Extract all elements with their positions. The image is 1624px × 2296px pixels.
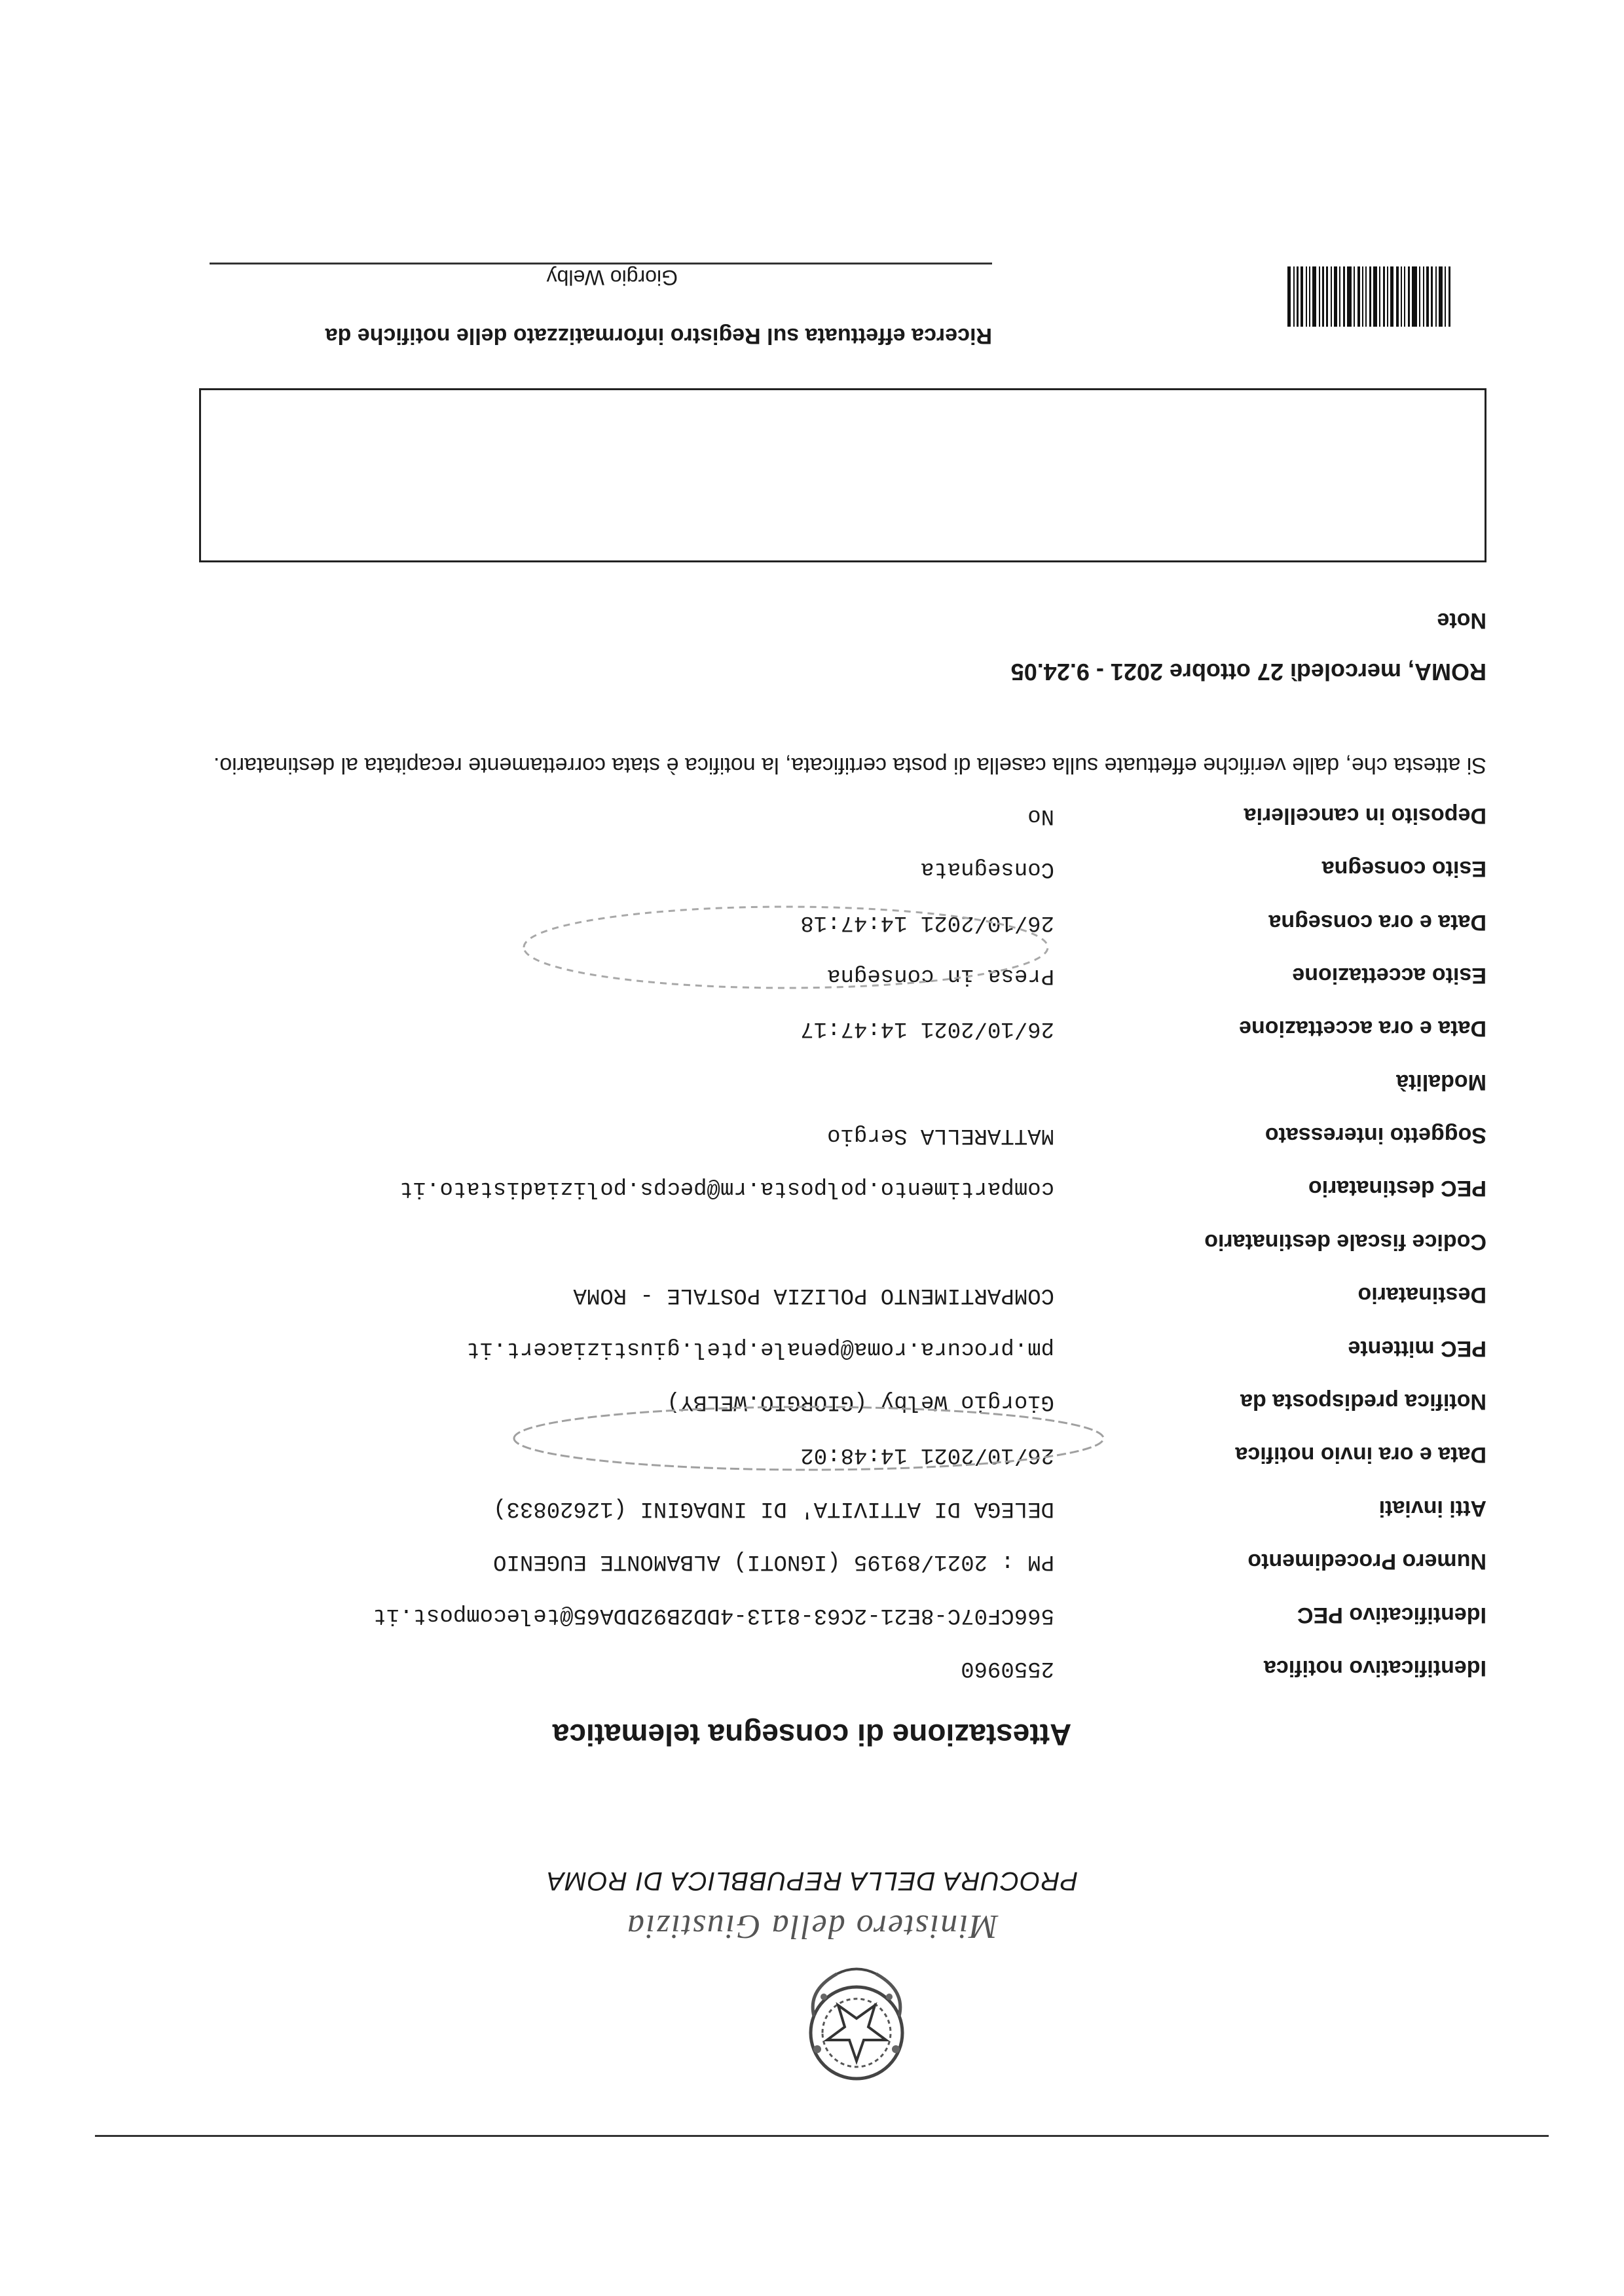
barcode-bar: [1293, 266, 1295, 327]
field-label: Esito consegna: [1321, 856, 1486, 882]
barcode-bar: [1401, 266, 1402, 327]
republic-emblem-icon: [798, 1958, 915, 2095]
attestation-text: Si attesta che, dalle verifiche effettuate sulla casella di posta certificata, la notifica è stata correttamente recapitata al destinatario.: [213, 753, 1486, 778]
field-label: PEC mittente: [1348, 1336, 1486, 1361]
field-value: 26/10/2021 14:47:17: [800, 1016, 1054, 1042]
barcode-bar: [1449, 266, 1450, 327]
ministry-name: Ministero della Giustizia: [625, 1908, 999, 1945]
barcode-bar: [1439, 266, 1443, 327]
field-row-pec-id: [111, 1574, 1486, 1627]
field-label: Atti inviati: [1378, 1495, 1486, 1521]
field-label: PEC destinatario: [1308, 1176, 1486, 1201]
barcode-bar: [1306, 266, 1307, 327]
field-row-proceeding-number: [111, 1521, 1486, 1574]
notes-box: [199, 388, 1486, 562]
barcode-bar: [1312, 266, 1316, 327]
document-title: Attestazione di consegna telematica: [552, 1718, 1072, 1752]
barcode-bar: [1387, 266, 1388, 327]
barcode-bar: [1419, 266, 1420, 327]
field-label: Identificativo PEC: [1297, 1602, 1486, 1628]
barcode-bar: [1435, 266, 1437, 327]
barcode-bar: [1373, 266, 1377, 327]
field-label: Deposito in cancelleria: [1244, 803, 1486, 828]
barcode-bar: [1445, 266, 1446, 327]
field-label: Destinatario: [1357, 1283, 1486, 1308]
barcode-bar: [1412, 266, 1417, 327]
field-row-mode: [111, 1041, 1486, 1094]
barcode-bar: [1287, 266, 1291, 327]
field-row-documents-sent: [111, 1467, 1486, 1520]
barcode-bar: [1319, 266, 1320, 327]
barcode-bar: [1322, 266, 1324, 327]
field-row-subject: [111, 1095, 1486, 1148]
field-label: Numero Procedimento: [1247, 1549, 1486, 1575]
office-name: PROCURA DELLA REPUBBLICA DI ROMA: [545, 1867, 1079, 1895]
header-rule: [95, 2135, 1549, 2137]
field-label: Notifica predisposta da: [1240, 1389, 1486, 1415]
field-value: 2550960: [961, 1656, 1054, 1681]
field-label: Esito accettazione: [1292, 962, 1486, 988]
barcode-bar: [1343, 266, 1345, 327]
barcode-bar: [1347, 266, 1352, 327]
registry-search-author: Giorgio Welby: [546, 266, 678, 289]
signature-line: [210, 263, 992, 264]
field-value: COMPARTIMENTO POLIZIA POSTALE - ROMA: [573, 1283, 1054, 1308]
field-row-acceptance-datetime: [111, 988, 1486, 1041]
barcode-bar: [1426, 266, 1429, 327]
field-value: Consegnata: [920, 856, 1054, 882]
barcode-bar: [1408, 266, 1410, 327]
barcode-bar: [1297, 266, 1299, 327]
field-label: Soggetto interessato: [1264, 1123, 1486, 1148]
field-value: MATTARELLA Sergio: [827, 1123, 1054, 1148]
field-row-delivery-datetime: [111, 881, 1486, 934]
field-row-recipient: [111, 1254, 1486, 1307]
barcode-bar: [1396, 266, 1399, 327]
field-label: Identificativo notifica: [1263, 1656, 1486, 1681]
field-label: Data e ora consegna: [1268, 909, 1486, 935]
field-row-prepared-by: [111, 1361, 1486, 1414]
field-value: 26/10/2021 14:47:18: [800, 909, 1054, 935]
field-label: Data e ora accettazione: [1239, 1016, 1486, 1042]
barcode-bar: [1357, 266, 1360, 327]
notes-label: Note: [1437, 608, 1486, 633]
barcode-bar: [1431, 266, 1433, 327]
field-row-send-datetime: [111, 1414, 1486, 1467]
barcode-bar: [1354, 266, 1355, 327]
barcode-icon: [1247, 266, 1450, 327]
field-row-registry-deposit: [111, 774, 1486, 828]
field-row-notification-id: [111, 1628, 1486, 1681]
field-value: compartimento.polposta.rm@pecps.poliziadistato.it: [399, 1176, 1054, 1201]
barcode-bar: [1362, 266, 1363, 327]
place-date: ROMA, mercoledì 27 ottobre 2021 - 9.24.05: [1010, 659, 1486, 685]
field-label: Codice fiscale destinatario: [1204, 1229, 1486, 1254]
barcode-bar: [1369, 266, 1371, 327]
field-value: PM : 2021/89195 (IGNOTI) ALBAMONTE EUGENIO: [493, 1549, 1054, 1575]
barcode-bar: [1379, 266, 1380, 327]
field-label: Data e ora invio notifica: [1235, 1442, 1486, 1468]
barcode-bar: [1423, 266, 1424, 327]
barcode-bar: [1383, 266, 1385, 327]
field-row-acceptance-outcome: [111, 935, 1486, 988]
field-value: Presa in consegna: [827, 962, 1054, 988]
barcode-bar: [1339, 266, 1340, 327]
field-value: 26/10/2021 14:48:02: [800, 1442, 1054, 1468]
field-row-recipient-pec: [111, 1148, 1486, 1201]
barcode-bar: [1301, 266, 1303, 327]
field-value: pm.procura.roma@penale.ptel.giustiziacert.it: [466, 1336, 1054, 1361]
barcode-bar: [1309, 266, 1310, 327]
barcode-bar: [1334, 266, 1337, 327]
registry-search-text: Ricerca effettuata sul Registro informatizzato delle notifiche da: [325, 323, 992, 348]
field-label: Modalità: [1396, 1069, 1486, 1095]
field-value: Giorgio Welby (GIORGIO.WELBY): [667, 1389, 1054, 1415]
field-value: No: [1027, 803, 1054, 828]
field-row-recipient-tax-code: [111, 1201, 1486, 1254]
barcode-bar: [1326, 266, 1328, 327]
field-row-sender-pec: [111, 1307, 1486, 1360]
barcode-bar: [1331, 266, 1332, 327]
barcode-bar: [1365, 266, 1367, 327]
notification-details: [111, 774, 1486, 1681]
field-value: DELEGA DI ATTIVITA' DI INDAGINI (12620833): [493, 1495, 1054, 1521]
field-row-delivery-outcome: [111, 828, 1486, 881]
barcode-bar: [1390, 266, 1393, 327]
field-value: 566CF07C-8E21-2C63-8113-4DD2B92DDA65@telecompost.it: [373, 1602, 1054, 1628]
barcode-bar: [1404, 266, 1405, 327]
